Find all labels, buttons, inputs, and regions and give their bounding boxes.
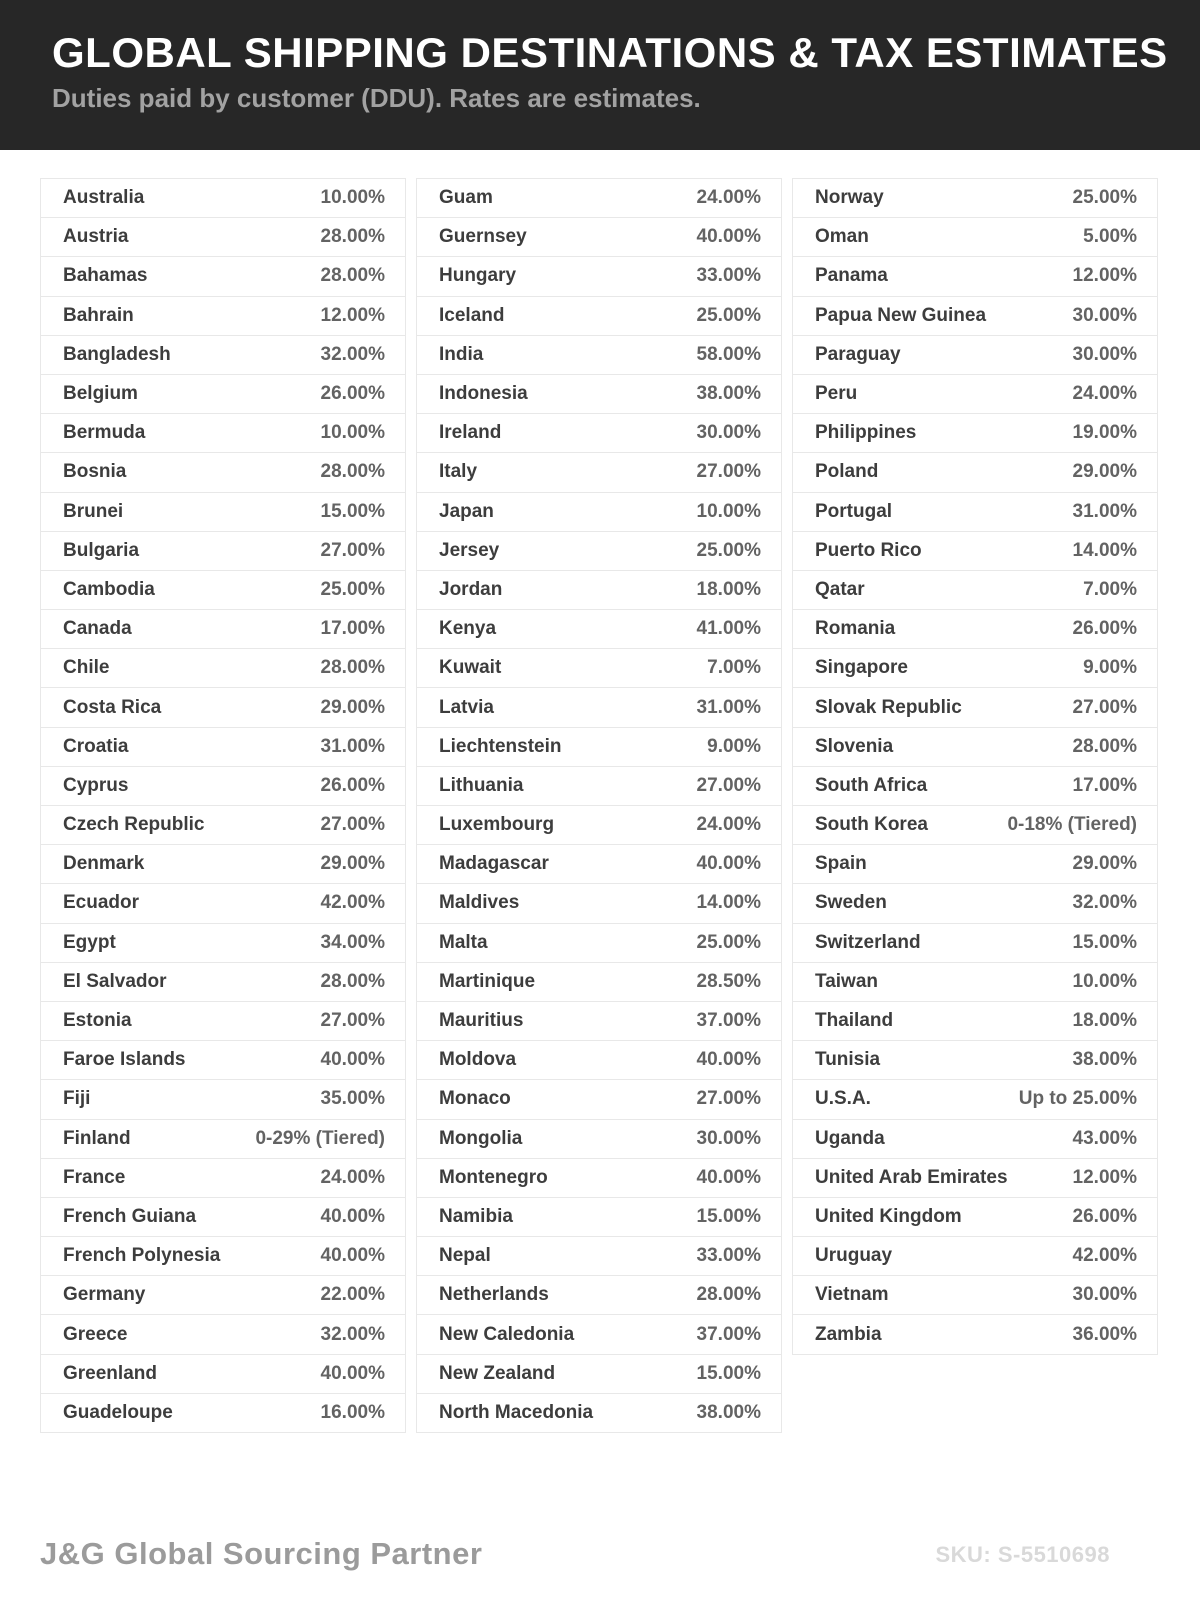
table-row [792,884,1158,923]
tax-rate: 9.00% [707,735,761,757]
table-row [792,571,1158,610]
tax-rate: 25.00% [320,578,385,600]
table-row [40,532,406,571]
tax-rate: 30.00% [1072,1284,1137,1306]
country-name: Cyprus [63,774,129,796]
rate-column-3 [792,178,1158,1355]
country-name: Maldives [439,892,520,914]
tax-rate: 30.00% [696,422,761,444]
table-row [416,218,782,257]
page-title: GLOBAL SHIPPING DESTINATIONS & TAX ESTIMATES [52,29,1168,76]
table-row [792,1041,1158,1080]
tax-rate: 32.00% [320,1323,385,1345]
table-row [792,688,1158,727]
table-row [416,179,782,218]
country-name: Uruguay [815,1245,893,1267]
country-name: Iceland [439,304,505,326]
tax-rate: 33.00% [696,265,761,287]
table-row [40,1041,406,1080]
tax-rate: 24.00% [696,187,761,209]
table-row [40,571,406,610]
country-name: New Caledonia [439,1323,575,1345]
tax-rate: 40.00% [320,1049,385,1071]
table-row [792,414,1158,453]
table-row [792,924,1158,963]
country-name: Portugal [815,500,893,522]
tax-rate: 9.00% [1083,657,1137,679]
page-subtitle: Duties paid by customer (DDU). Rates are estimates. [52,83,701,114]
table-row [40,767,406,806]
country-name: Egypt [63,931,116,953]
country-name: Martinique [439,970,536,992]
tax-rate: 43.00% [1072,1127,1137,1149]
table-row [792,1315,1158,1354]
table-row [792,1198,1158,1237]
tax-rate: 42.00% [320,892,385,914]
country-name: Ireland [439,422,502,444]
tax-rate: 28.50% [696,970,761,992]
country-name: Kenya [439,618,497,640]
country-name: Taiwan [815,970,878,992]
tax-rate: 27.00% [320,539,385,561]
country-name: Panama [815,265,888,287]
table-row [792,1080,1158,1119]
country-name: Nepal [439,1245,491,1267]
sku-label: SKU: S-5510698 [935,1542,1110,1567]
table-row [792,532,1158,571]
rate-column-2 [416,178,782,1433]
tax-rate: Up to 25.00% [1018,1088,1137,1110]
tax-rate: 26.00% [1072,618,1137,640]
tax-rate: 17.00% [320,618,385,640]
table-row [40,806,406,845]
tax-rate: 10.00% [1072,970,1137,992]
table-row [40,453,406,492]
table-row [416,336,782,375]
table-row [792,1237,1158,1276]
tax-rate: 25.00% [1072,187,1137,209]
tax-rate: 26.00% [320,383,385,405]
rate-column-1 [40,178,406,1433]
table-row [40,414,406,453]
table-row [792,375,1158,414]
country-name: Greece [63,1323,128,1345]
country-name: Liechtenstein [439,735,562,757]
country-name: Madagascar [439,853,549,875]
tax-rate: 35.00% [320,1088,385,1110]
table-row [792,453,1158,492]
country-name: Bosnia [63,461,127,483]
table-row [40,218,406,257]
table-row [792,218,1158,257]
country-name: Mongolia [439,1127,523,1149]
tax-rate: 16.00% [320,1401,385,1423]
table-row [416,1355,782,1394]
tax-rate: 40.00% [696,853,761,875]
country-name: North Macedonia [439,1401,594,1423]
tax-rate: 31.00% [320,735,385,757]
table-row [40,963,406,1002]
country-name: France [63,1166,126,1188]
country-name: Estonia [63,1010,132,1032]
country-name: South Korea [815,814,928,836]
tax-rate: 10.00% [696,500,761,522]
country-name: French Guiana [63,1205,197,1227]
tax-rate: 28.00% [320,461,385,483]
tax-rate: 15.00% [1072,931,1137,953]
table-row [792,1276,1158,1315]
country-name: Norway [815,187,884,209]
country-name: Lithuania [439,774,524,796]
table-row [416,375,782,414]
tax-rate: 28.00% [320,970,385,992]
tax-rate: 38.00% [1072,1049,1137,1071]
tax-rate: 40.00% [696,226,761,248]
table-row [40,297,406,336]
table-row [40,1002,406,1041]
country-name: Netherlands [439,1284,549,1306]
country-name: Papua New Guinea [815,304,987,326]
table-row [416,297,782,336]
tax-rate: 36.00% [1072,1323,1137,1345]
tax-rate: 27.00% [1072,696,1137,718]
table-row [416,532,782,571]
table-row [40,845,406,884]
country-name: Germany [63,1284,146,1306]
country-name: U.S.A. [815,1088,871,1110]
table-row [40,1237,406,1276]
table-row [792,728,1158,767]
table-row [416,257,782,296]
country-name: Latvia [439,696,494,718]
country-name: Bulgaria [63,539,140,561]
tax-rate: 34.00% [320,931,385,953]
country-name: Thailand [815,1010,894,1032]
table-row [40,179,406,218]
table-row [40,336,406,375]
country-name: Canada [63,618,132,640]
tax-rate: 38.00% [696,383,761,405]
country-name: Malta [439,931,488,953]
tax-rate: 27.00% [696,461,761,483]
table-row [416,493,782,532]
tax-rate: 18.00% [1072,1010,1137,1032]
country-name: Bangladesh [63,343,171,365]
tax-rate: 28.00% [1072,735,1137,757]
table-row [40,1355,406,1394]
country-name: Costa Rica [63,696,162,718]
table-row [416,845,782,884]
country-name: Puerto Rico [815,539,922,561]
country-name: Jersey [439,539,500,561]
tax-rate: 26.00% [1072,1205,1137,1227]
table-row [792,336,1158,375]
tax-rate: 29.00% [1072,461,1137,483]
country-name: Monaco [439,1088,511,1110]
country-name: Australia [63,187,145,209]
country-name: El Salvador [63,970,167,992]
tax-rate: 12.00% [1072,1166,1137,1188]
tax-rate: 10.00% [320,422,385,444]
tax-rate: 24.00% [696,814,761,836]
country-name: Philippines [815,422,917,444]
table-row [416,1394,782,1433]
table-row [416,610,782,649]
table-row [40,610,406,649]
country-name: Belgium [63,383,138,405]
tax-rate: 7.00% [1083,578,1137,600]
country-name: Slovenia [815,735,894,757]
table-row [416,1120,782,1159]
tax-rate: 27.00% [696,774,761,796]
table-row [416,767,782,806]
table-row [40,1276,406,1315]
country-name: Mauritius [439,1010,524,1032]
tax-rate: 29.00% [320,853,385,875]
table-row [40,924,406,963]
country-name: Guam [439,187,493,209]
table-row [40,649,406,688]
tax-rate: 37.00% [696,1323,761,1345]
tax-rate: 12.00% [1072,265,1137,287]
table-row [792,493,1158,532]
tax-rate: 40.00% [696,1166,761,1188]
tax-rate: 25.00% [696,304,761,326]
tax-rate: 22.00% [320,1284,385,1306]
tax-rate: 24.00% [1072,383,1137,405]
table-row [40,1394,406,1433]
table-row [416,1276,782,1315]
tax-rate: 26.00% [320,774,385,796]
country-name: Greenland [63,1362,157,1384]
country-name: Zambia [815,1323,882,1345]
table-row [40,1080,406,1119]
tax-rate: 12.00% [320,304,385,326]
country-name: Montenegro [439,1166,548,1188]
tax-rate: 30.00% [1072,304,1137,326]
country-name: Romania [815,618,896,640]
country-name: Vietnam [815,1284,889,1306]
tax-rate: 58.00% [696,343,761,365]
table-row [416,963,782,1002]
country-name: Bermuda [63,422,146,444]
country-name: Slovak Republic [815,696,962,718]
table-row [416,1315,782,1354]
tax-rate: 38.00% [696,1401,761,1423]
table-row [40,1198,406,1237]
tax-rate: 0-18% (Tiered) [1007,814,1137,836]
table-row [40,884,406,923]
tax-rate: 27.00% [320,814,385,836]
country-name: Indonesia [439,383,528,405]
table-row [40,257,406,296]
tax-rate: 40.00% [320,1362,385,1384]
table-row [792,649,1158,688]
country-name: French Polynesia [63,1245,221,1267]
tax-rate: 24.00% [320,1166,385,1188]
country-name: Singapore [815,657,908,679]
table-row [416,688,782,727]
country-name: Paraguay [815,343,901,365]
country-name: Croatia [63,735,129,757]
country-name: Hungary [439,265,517,287]
country-name: Kuwait [439,657,502,679]
table-row [792,1002,1158,1041]
table-row [792,610,1158,649]
table-row [40,1159,406,1198]
country-name: Fiji [63,1088,91,1110]
table-row [416,1002,782,1041]
tax-rate: 40.00% [320,1205,385,1227]
table-row [792,1159,1158,1198]
country-name: Austria [63,226,129,248]
tax-rate: 15.00% [696,1362,761,1384]
country-name: Brunei [63,500,124,522]
country-name: New Zealand [439,1362,556,1384]
tax-rate: 31.00% [696,696,761,718]
table-row [792,963,1158,1002]
country-name: Guernsey [439,226,527,248]
country-name: Spain [815,853,867,875]
tax-rate: 14.00% [696,892,761,914]
tax-rate: 17.00% [1072,774,1137,796]
table-row [416,1041,782,1080]
tax-rate: 0-29% (Tiered) [255,1127,385,1149]
country-name: United Kingdom [815,1205,962,1227]
tax-rate: 28.00% [320,265,385,287]
tax-rate: 32.00% [320,343,385,365]
table-row [792,1120,1158,1159]
table-row [40,375,406,414]
country-name: India [439,343,484,365]
country-name: South Africa [815,774,928,796]
table-row [416,884,782,923]
country-name: Qatar [815,578,865,600]
header-banner [0,0,1200,150]
tax-rate: 29.00% [320,696,385,718]
tax-rate: 32.00% [1072,892,1137,914]
table-row [416,453,782,492]
tax-rate: 27.00% [696,1088,761,1110]
table-row [416,924,782,963]
table-row [416,728,782,767]
country-name: Cambodia [63,578,155,600]
country-name: Poland [815,461,879,483]
tax-rate: 15.00% [320,500,385,522]
table-row [792,297,1158,336]
table-row [40,688,406,727]
country-name: Chile [63,657,110,679]
rates-table [40,178,1158,1433]
tax-rate: 42.00% [1072,1245,1137,1267]
tax-rate: 40.00% [696,1049,761,1071]
country-name: Japan [439,500,494,522]
table-row [792,257,1158,296]
table-row [40,493,406,532]
tax-rate: 27.00% [320,1010,385,1032]
tax-rate: 30.00% [1072,343,1137,365]
country-name: Luxembourg [439,814,555,836]
table-row [416,806,782,845]
country-name: Finland [63,1127,131,1149]
brand-name: J&G Global Sourcing Partner [40,1536,483,1571]
table-row [416,414,782,453]
country-name: Italy [439,461,478,483]
tax-rate: 25.00% [696,931,761,953]
country-name: Faroe Islands [63,1049,186,1071]
tax-rate: 18.00% [696,578,761,600]
country-name: Uganda [815,1127,885,1149]
country-name: Sweden [815,892,887,914]
table-row [416,1159,782,1198]
tax-rate: 15.00% [696,1205,761,1227]
tax-rate: 25.00% [696,539,761,561]
tax-rate: 31.00% [1072,500,1137,522]
country-name: Namibia [439,1205,513,1227]
country-name: Oman [815,226,869,248]
tax-rate: 28.00% [696,1284,761,1306]
tax-rate: 40.00% [320,1245,385,1267]
table-row [792,806,1158,845]
tax-rate: 7.00% [707,657,761,679]
country-name: Jordan [439,578,503,600]
tax-rate: 41.00% [696,618,761,640]
country-name: Peru [815,383,858,405]
table-row [416,649,782,688]
table-row [792,179,1158,218]
tax-rate: 5.00% [1083,226,1137,248]
tax-rate: 37.00% [696,1010,761,1032]
country-name: Switzerland [815,931,921,953]
table-row [40,1120,406,1159]
table-row [792,845,1158,884]
country-name: Moldova [439,1049,517,1071]
table-row [416,1237,782,1276]
table-row [416,1080,782,1119]
tax-rate: 14.00% [1072,539,1137,561]
country-name: Bahamas [63,265,148,287]
country-name: Ecuador [63,892,140,914]
table-row [40,728,406,767]
tax-rate: 28.00% [320,657,385,679]
tax-rate: 19.00% [1072,422,1137,444]
tax-rate: 10.00% [320,187,385,209]
country-name: United Arab Emirates [815,1166,1008,1188]
country-name: Denmark [63,853,145,875]
tax-rate: 30.00% [696,1127,761,1149]
table-row [792,767,1158,806]
tax-rate: 33.00% [696,1245,761,1267]
table-row [40,1315,406,1354]
country-name: Guadeloupe [63,1401,173,1423]
country-name: Tunisia [815,1049,881,1071]
table-row [416,571,782,610]
country-name: Bahrain [63,304,134,326]
tax-rate: 28.00% [320,226,385,248]
table-row [416,1198,782,1237]
tax-rate: 29.00% [1072,853,1137,875]
country-name: Czech Republic [63,814,205,836]
